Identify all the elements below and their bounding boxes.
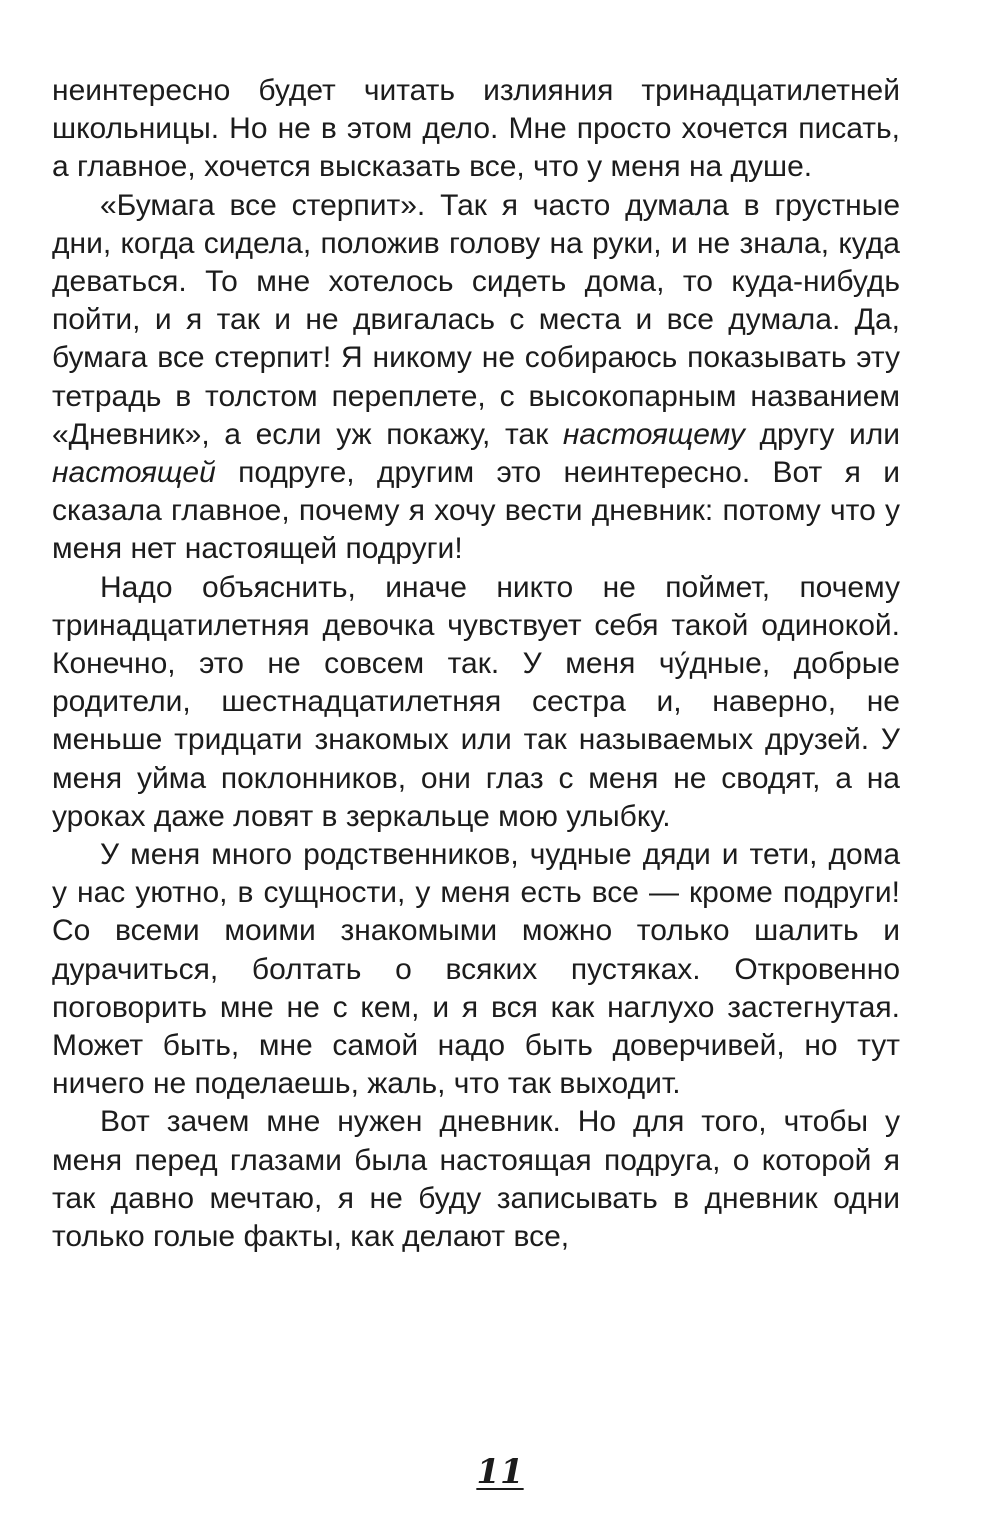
paragraph (52, 1103, 900, 1256)
paragraph (52, 187, 900, 569)
text-run: Вот зачем мне нужен дневник. Но для того, чтобы у меня перед глазами была настоящая подруга, о которой я так давно мечтаю, я не буду записывать в дневник одни только голые факты, как делают все, (52, 1105, 900, 1254)
text-run: У меня много родственников, чудные дяди и тети, дома у нас уютно, в сущности, у меня есть все — кроме подруги! Со всеми моими знакомыми можно только шалить и дурачиться, болтать о всяких пустяках. Откровенно поговорить мне не с кем, и я вся как наглухо застегнутая. Может быть, мне самой надо быть доверчивей, но тут ничего не поделаешь, жаль, что так выходит. (52, 838, 900, 1101)
paragraph (52, 836, 900, 1103)
text-run: Надо объяснить, иначе никто не поймет, почему тринадцатилетняя девочка чувствует себя такой одинокой. Конечно, это не совсем так. У меня чу́дные, добрые родители, шестнадцатилетняя сестра и, наверно, не меньше тридцати знакомых или так называемых друзей. У меня уйма поклонников, они глаз с меня не сводят, а на уроках даже ловят в зеркальце мою улыбку. (52, 570, 900, 833)
text-run: другу или (744, 417, 900, 451)
italic-text: настоящему (562, 417, 745, 451)
text-run: «Бумага все стерпит». Так я часто думала в грустные дни, когда сидела, положив голову на руки, и не знала, куда деваться. То мне хотелось сидеть дома, то куда-нибудь пойти, и я так и не двигалась с места и все думала. Да, бумага все стерпит! Я никому не собираюсь показывать эту тетрадь в толстом переплете, с высокопарным названием «Дневник», а если уж покажу, так (52, 188, 900, 451)
paragraph (52, 569, 900, 836)
text-run: неинтересно будет читать излияния тринадцатилетней школьницы. Но не в этом дело. Мне просто хочется писать, а главное, хочется высказать все, что у меня на душе. (52, 74, 900, 184)
paragraph (52, 72, 900, 187)
body-text (52, 72, 900, 1256)
page-number: 11 (476, 1452, 524, 1492)
italic-text: настоящей (52, 456, 216, 490)
text-run: подруге, другим это неинтересно. Вот я и сказала главное, почему я хочу вести дневник: потому что у меня нет настоящей подруги! (52, 456, 900, 566)
